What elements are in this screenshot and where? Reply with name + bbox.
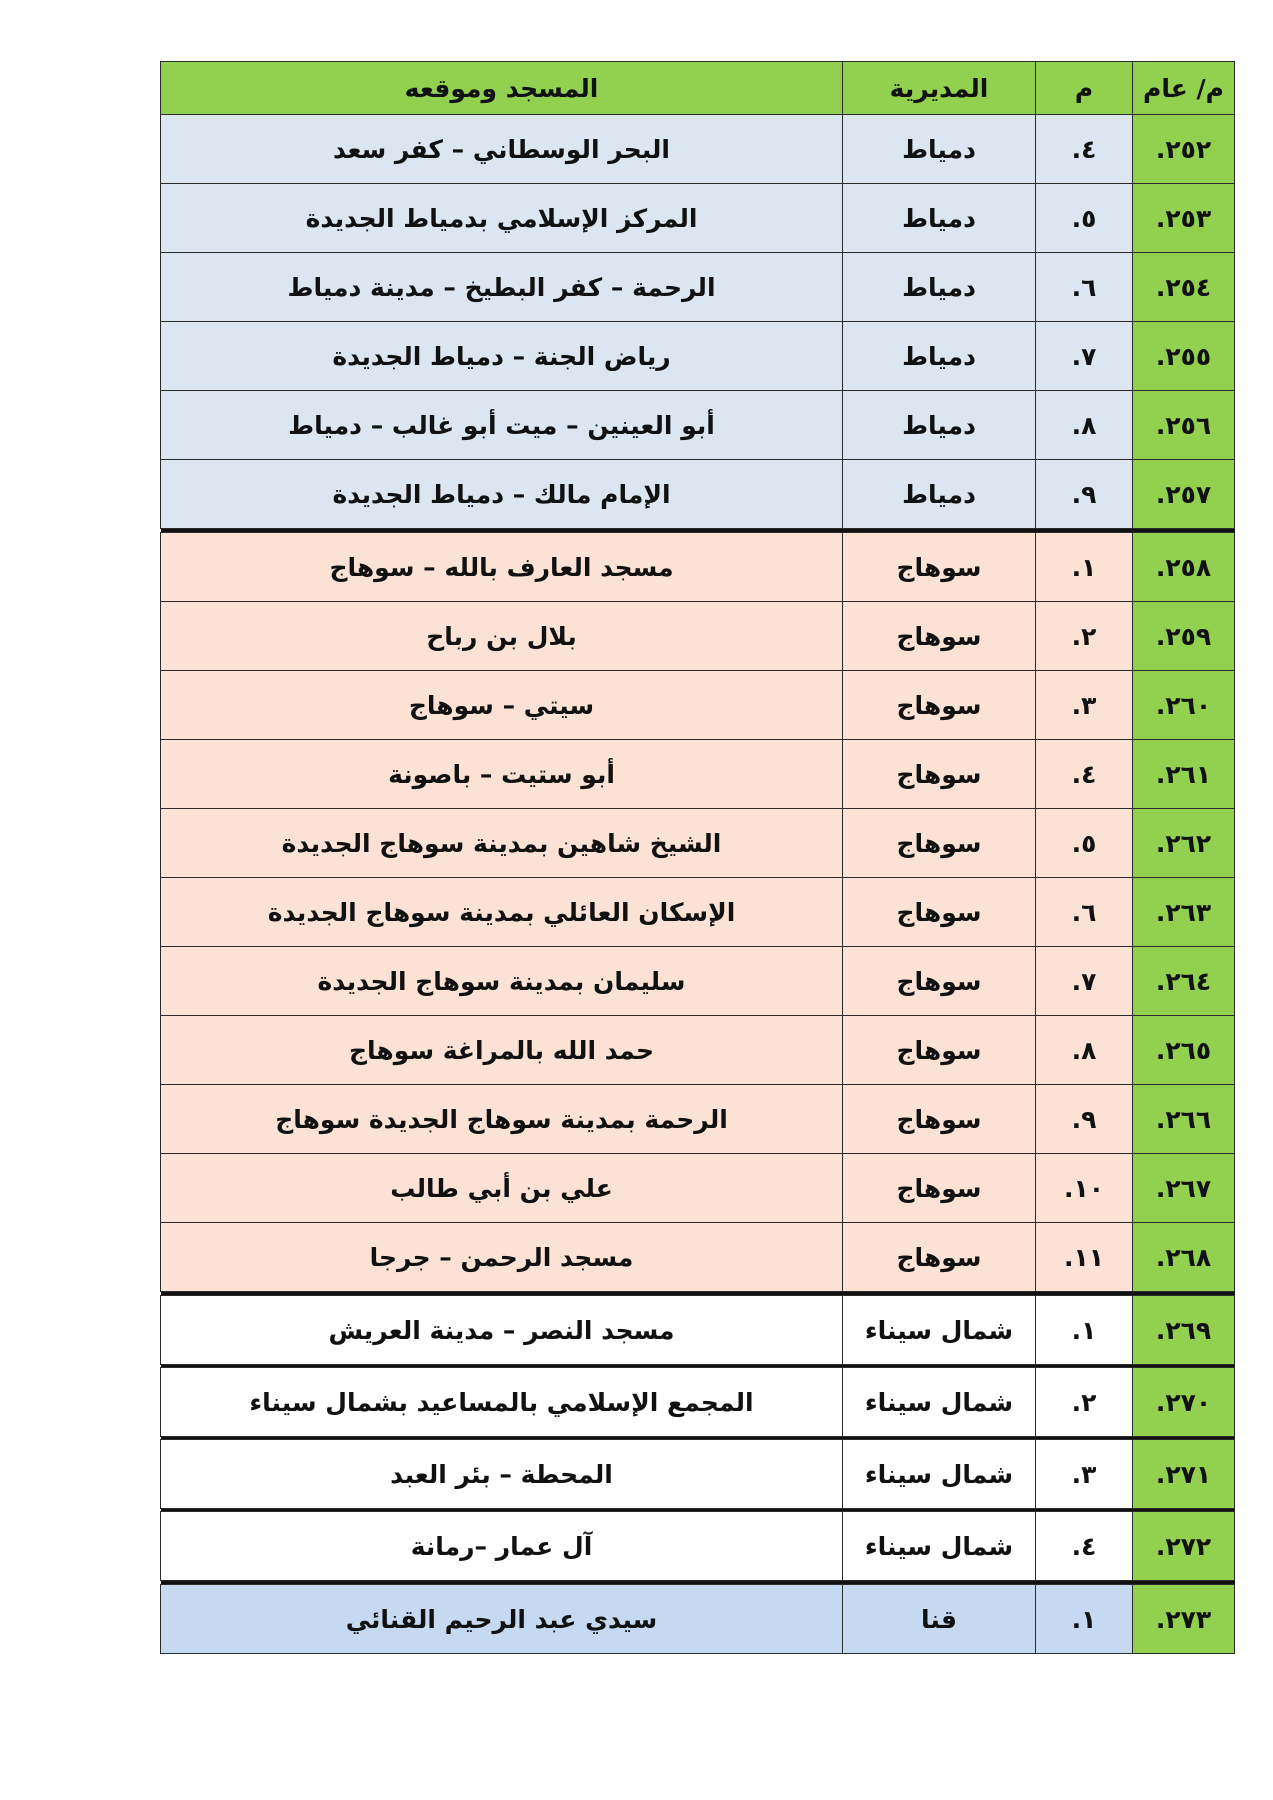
table-row [161, 602, 1235, 671]
cell-no: ٦. [1036, 253, 1133, 322]
cell-mosque: المركز الإسلامي بدمياط الجديدة [161, 184, 843, 253]
cell-directorate: سوهاج [843, 1223, 1036, 1292]
cell-mosque: الإسكان العائلي بمدينة سوهاج الجديدة [161, 878, 843, 947]
cell-no: ٧. [1036, 947, 1133, 1016]
cell-mosque: البحر الوسطاني – كفر سعد [161, 115, 843, 184]
cell-mosque: الشيخ شاهين بمدينة سوهاج الجديدة [161, 809, 843, 878]
cell-general-no: ٢٦٨. [1133, 1223, 1235, 1292]
table-row [161, 184, 1235, 253]
table-row [161, 1016, 1235, 1085]
cell-no: ٧. [1036, 322, 1133, 391]
cell-directorate: دمياط [843, 460, 1036, 529]
cell-no: ٤. [1036, 1512, 1133, 1581]
table-row [161, 533, 1235, 602]
table-row [161, 1085, 1235, 1154]
table-row [161, 322, 1235, 391]
cell-directorate: سوهاج [843, 1016, 1036, 1085]
cell-mosque: سيتي – سوهاج [161, 671, 843, 740]
table-row [161, 391, 1235, 460]
cell-directorate: سوهاج [843, 740, 1036, 809]
cell-directorate: قنا [843, 1585, 1036, 1654]
cell-mosque: رياض الجنة – دمياط الجديدة [161, 322, 843, 391]
cell-no: ٨. [1036, 391, 1133, 460]
cell-general-no: ٢٦٤. [1133, 947, 1235, 1016]
cell-no: ٩. [1036, 1085, 1133, 1154]
cell-no: ٨. [1036, 1016, 1133, 1085]
table-row [161, 740, 1235, 809]
cell-general-no: ٢٧٣. [1133, 1585, 1235, 1654]
cell-no: ٣. [1036, 671, 1133, 740]
cell-directorate: شمال سيناء [843, 1512, 1036, 1581]
cell-directorate: سوهاج [843, 671, 1036, 740]
table-row [161, 1440, 1235, 1509]
cell-directorate: سوهاج [843, 947, 1036, 1016]
table-body [161, 115, 1235, 1654]
table-header-row [161, 62, 1235, 115]
cell-general-no: ٢٦٣. [1133, 878, 1235, 947]
cell-general-no: ٢٥٢. [1133, 115, 1235, 184]
cell-general-no: ٢٥٨. [1133, 533, 1235, 602]
cell-directorate: دمياط [843, 322, 1036, 391]
cell-general-no: ٢٦٦. [1133, 1085, 1235, 1154]
table-row [161, 809, 1235, 878]
cell-directorate: سوهاج [843, 1154, 1036, 1223]
cell-no: ١. [1036, 1585, 1133, 1654]
mosque-list-sheet [160, 61, 1234, 1654]
cell-directorate: دمياط [843, 184, 1036, 253]
header-directorate: المديرية [843, 62, 1036, 115]
cell-directorate: دمياط [843, 115, 1036, 184]
cell-general-no: ٢٦٧. [1133, 1154, 1235, 1223]
header-general-no: م/ عام [1133, 62, 1235, 115]
cell-mosque: أبو ستيت – باصونة [161, 740, 843, 809]
cell-mosque: مسجد النصر – مدينة العريش [161, 1296, 843, 1365]
table-row [161, 947, 1235, 1016]
cell-no: ٥. [1036, 184, 1133, 253]
cell-general-no: ٢٥٤. [1133, 253, 1235, 322]
cell-general-no: ٢٧٢. [1133, 1512, 1235, 1581]
cell-directorate: دمياط [843, 391, 1036, 460]
cell-no: ١. [1036, 533, 1133, 602]
table-row [161, 1296, 1235, 1365]
cell-no: ٤. [1036, 740, 1133, 809]
cell-no: ٢. [1036, 602, 1133, 671]
cell-no: ١١. [1036, 1223, 1133, 1292]
cell-mosque: المحطة – بئر العبد [161, 1440, 843, 1509]
header-mosque: المسجد وموقعه [161, 62, 843, 115]
cell-directorate: شمال سيناء [843, 1368, 1036, 1437]
cell-no: ١. [1036, 1296, 1133, 1365]
table-row [161, 460, 1235, 529]
cell-directorate: سوهاج [843, 602, 1036, 671]
cell-directorate: سوهاج [843, 878, 1036, 947]
cell-general-no: ٢٥٦. [1133, 391, 1235, 460]
cell-no: ٦. [1036, 878, 1133, 947]
cell-general-no: ٢٦٢. [1133, 809, 1235, 878]
cell-general-no: ٢٧٠. [1133, 1368, 1235, 1437]
table-row [161, 1223, 1235, 1292]
cell-no: ٩. [1036, 460, 1133, 529]
table-row [161, 115, 1235, 184]
cell-mosque: بلال بن رباح [161, 602, 843, 671]
cell-mosque: مسجد العارف بالله – سوهاج [161, 533, 843, 602]
cell-general-no: ٢٦٠. [1133, 671, 1235, 740]
cell-general-no: ٢٥٥. [1133, 322, 1235, 391]
table-row [161, 253, 1235, 322]
cell-no: ٣. [1036, 1440, 1133, 1509]
cell-general-no: ٢٥٩. [1133, 602, 1235, 671]
cell-mosque: سيدي عبد الرحيم القنائي [161, 1585, 843, 1654]
cell-directorate: سوهاج [843, 1085, 1036, 1154]
cell-mosque: الرحمة – كفر البطيخ – مدينة دمياط [161, 253, 843, 322]
mosque-table [160, 61, 1235, 1654]
cell-mosque: آل عمار –رمانة [161, 1512, 843, 1581]
cell-mosque: حمد الله بالمراغة سوهاج [161, 1016, 843, 1085]
table-row [161, 1154, 1235, 1223]
cell-no: ٥. [1036, 809, 1133, 878]
cell-directorate: شمال سيناء [843, 1440, 1036, 1509]
cell-general-no: ٢٥٧. [1133, 460, 1235, 529]
cell-mosque: علي بن أبي طالب [161, 1154, 843, 1223]
cell-mosque: سليمان بمدينة سوهاج الجديدة [161, 947, 843, 1016]
cell-no: ٤. [1036, 115, 1133, 184]
table-row [161, 1512, 1235, 1581]
cell-mosque: الرحمة بمدينة سوهاج الجديدة سوهاج [161, 1085, 843, 1154]
cell-general-no: ٢٥٣. [1133, 184, 1235, 253]
cell-general-no: ٢٦٥. [1133, 1016, 1235, 1085]
cell-mosque: الإمام مالك – دمياط الجديدة [161, 460, 843, 529]
table-row [161, 1585, 1235, 1654]
table-row [161, 1368, 1235, 1437]
cell-directorate: سوهاج [843, 809, 1036, 878]
cell-directorate: سوهاج [843, 533, 1036, 602]
cell-directorate: دمياط [843, 253, 1036, 322]
cell-mosque: أبو العينين – ميت أبو غالب – دمياط [161, 391, 843, 460]
cell-general-no: ٢٦١. [1133, 740, 1235, 809]
cell-directorate: شمال سيناء [843, 1296, 1036, 1365]
header-no: م [1036, 62, 1133, 115]
cell-no: ٢. [1036, 1368, 1133, 1437]
table-row [161, 878, 1235, 947]
cell-mosque: المجمع الإسلامي بالمساعيد بشمال سيناء [161, 1368, 843, 1437]
cell-mosque: مسجد الرحمن – جرجا [161, 1223, 843, 1292]
cell-general-no: ٢٦٩. [1133, 1296, 1235, 1365]
cell-no: ١٠. [1036, 1154, 1133, 1223]
cell-general-no: ٢٧١. [1133, 1440, 1235, 1509]
table-row [161, 671, 1235, 740]
